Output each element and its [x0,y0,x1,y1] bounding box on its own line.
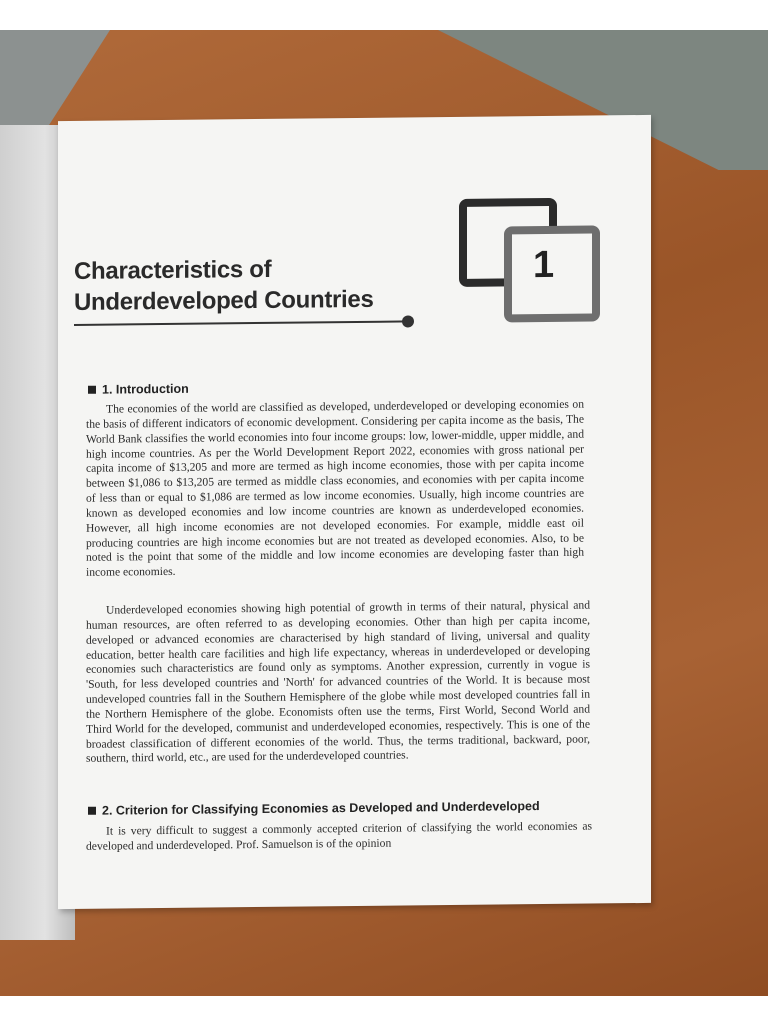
criterion-paragraph-1: It is very difficult to suggest a commonly accepted criterion of classifying the world economies as developed and underdeveloped. Prof. Samuelson is of the opinion [86,819,592,853]
chapter-number: 1 [533,243,555,287]
section-heading-criterion [88,799,540,818]
book-page [58,115,651,909]
chapter-title [74,253,374,318]
intro-paragraph-2: Underdeveloped economies showing high potential of growth in terms of their natural, physical and human resources, are often referred to as developing economies. Other than high per capita income, developed or advanced economies are characterised by high standard of living, universal and quality education, better health care facilities and high life expectancy, whereas in underdeveloped or developing economies such characteristics are found only as symptoms. Another expression, currently in vogue is 'South, for less developed countries and 'North' for advanced countries of the World. It is because most undeveloped countries fall in the Southern Hemisphere of the globe while most developed countries fall in the Northern Hemisphere of the globe. Economists often use the terms, First World, Second World and Third World for the developed, communist and underdeveloped economies, respectively. This is one of the broadest classification of different economies of the world. Thus, the terms traditional, backward, poor, southern, third world, etc., are used for the underdeveloped countries. [86,598,590,766]
chapter-title-line-1: Characteristics of [74,255,272,285]
section-heading-text: 2. Criterion for Classifying Economies as Developed and Underdeveloped [102,799,540,818]
photo-scene [0,30,768,996]
square-bullet-icon [88,807,96,815]
square-bullet-icon [88,386,96,394]
chapter-title-line-2: Underdeveloped Countries [74,285,374,316]
title-underline-dot [402,315,414,327]
intro-paragraph-1: The economies of the world are classified as developed, underdeveloped or developing economies on the basis of different indicators of economic development. Considering per capita income as the basis, The World Bank classifies the world economies into four income groups: low, lower-middle, upper middle, and high income countries. As per the World Development Report 2022, economies with gross national per capita income of $13,205 and more are termed as high income economies, those with per capita income between $1,086 to $13,205 are termed as middle class economies, and economies with per capita income of less than or equal to $1,086 are termed as low income economies. Usually, high income countries are known as developed economies and low income countries are known as underdeveloped economies. However, all high income economies are not developed economies. For example, middle east oil producing countries are high income economies but are not treated as developed economies. Also, to be noted is the point that some of the middle and low income economies are developing faster than high income economies. [86,397,584,580]
section-heading-text: 1. Introduction [102,381,189,397]
title-underline [74,320,410,326]
section-heading-introduction [88,382,189,397]
